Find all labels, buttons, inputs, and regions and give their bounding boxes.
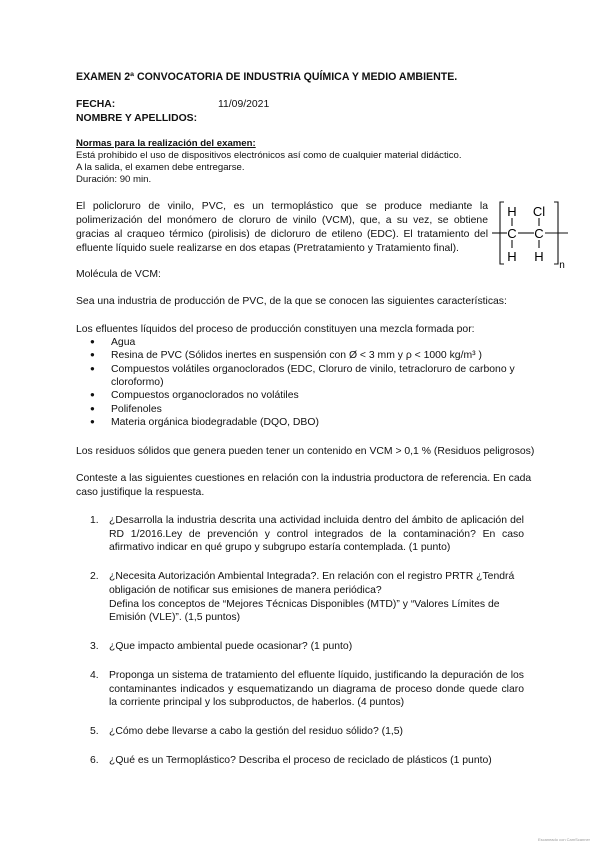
scanner-watermark: Escaneado con CamScanner [537,836,590,842]
industry-sentence: Sea una industria de producción de PVC, de la que se conocen las siguientes características: [76,296,507,307]
molecule-atom-h: H [534,249,544,264]
list-item: ● Resina de PVC (Sólidos inertes en suspensión con Ø < 3 mm y ρ < 1000 kg/m³ ) [76,349,516,362]
question-text: ¿Que impacto ambiental puede ocasionar? (1 punto) [109,641,353,653]
molecule-atom-c: C [507,226,517,241]
question-text: ¿Cómo debe llevarse a cabo la gestión del residuo sólido? (1,5) [109,726,403,738]
molecule-atom-cl: Cl [532,204,546,219]
rule-line: Duración: 90 min. [76,173,152,185]
question-list [76,514,524,768]
question-3 [76,640,524,654]
molecule-atom-c: C [534,226,544,241]
rule-line: A la salida, el examen debe entregarse. [76,161,245,173]
list-item: ● Materia orgánica biodegradable (DQO, DBO) [76,416,516,429]
question-4 [76,669,524,710]
molecule-subscript-n: n [559,260,565,270]
intro-paragraph: El policloruro de vinilo, PVC, es un termoplástico que se produce mediante la polimerización del monómero de cloruro de vinilo (VCM), que, a su vez, se obtiene gracias al craqueo térmico (pirolisis) de dicloruro de etileno (EDC). El tratamiento del efluente líquido suele realizarse en dos etapas (Pretratamiento y Tratamiento final). [76,201,488,255]
instructions-paragraph: Conteste a las siguientes cuestiones en relación con la industria productora de referencia. En cada caso justifique la respuesta. [76,473,532,499]
question-6 [76,754,524,768]
exam-title: EXAMEN 2ª CONVOCATORIA DE INDUSTRIA QUÍMICA Y MEDIO AMBIENTE. [76,71,458,83]
rules-heading: Normas para la realización del examen: [76,138,256,149]
list-item: ● Compuestos volátiles organoclorados (EDC, Cloruro de vinilo, tetracloruro de carbono y cloroformo) [76,363,516,390]
name-label: NOMBRE Y APELLIDOS: [76,113,198,124]
date-value: 11/09/2021 [218,99,270,110]
molecule-atom-h: H [507,249,517,264]
solid-waste-note: Los residuos sólidos que genera pueden tener un contenido en VCM > 0,1 % (Residuos peligrosos) [76,446,535,457]
question-text: ¿Necesita Autorización Ambiental Integrada?. En relación con el registro PRTR ¿Tendrá obligación de notificar sus emisiones de manera periódica? [109,571,515,596]
rule-line: Está prohibido el uso de dispositivos electrónicos así como de cualquier material didáctico. [76,149,462,161]
question-5 [76,725,524,739]
question-text: ¿Qué es un Termoplástico? Describa el proceso de reciclado de plásticos (1 punto) [109,754,492,766]
molecule-atom-h: H [507,204,517,219]
question-2 [76,570,524,625]
question-text-continued: Defina los conceptos de “Mejores Técnicas Disponibles (MTD)” y “Valores Límites de Emisión (VLE)”. (1,5 puntos) [109,598,500,624]
question-number: 6. [90,754,99,766]
effluent-list [76,336,516,429]
list-item: ● Polifenoles [76,403,516,416]
question-number: 2. [90,571,99,583]
effluent-intro: Los efluentes líquidos del proceso de producción constituyen una mezcla formada por: [76,324,475,335]
exam-rules [76,138,496,186]
list-item: ● Compuestos organoclorados no volátiles [76,389,516,402]
question-text: Proponga un sistema de tratamiento del efluente líquido, justificando la depuración de los contaminantes indicados y esquematizando un diagrama de proceso donde quede claro la corriente principal y los subproductos, de haberlos. (4 puntos) [109,669,524,709]
date-label: FECHA: [76,99,116,110]
question-number: 4. [90,669,99,681]
list-item: ● Agua [76,336,516,349]
question-1 [76,514,524,555]
pvc-molecule-diagram [490,198,570,270]
question-text: ¿Desarrolla la industria descrita una actividad incluida dentro del ámbito de aplicación del RD 1/2016.Ley de prevención y control integrados de la contaminación? En caso afirmativo indicar en qué grupo y subgrupo estaría contemplada. (1 punto) [109,515,524,554]
vcm-molecule-label: Molécula de VCM: [76,269,161,280]
question-number: 3. [90,641,99,653]
question-number: 5. [90,726,99,738]
question-number: 1. [90,515,99,526]
